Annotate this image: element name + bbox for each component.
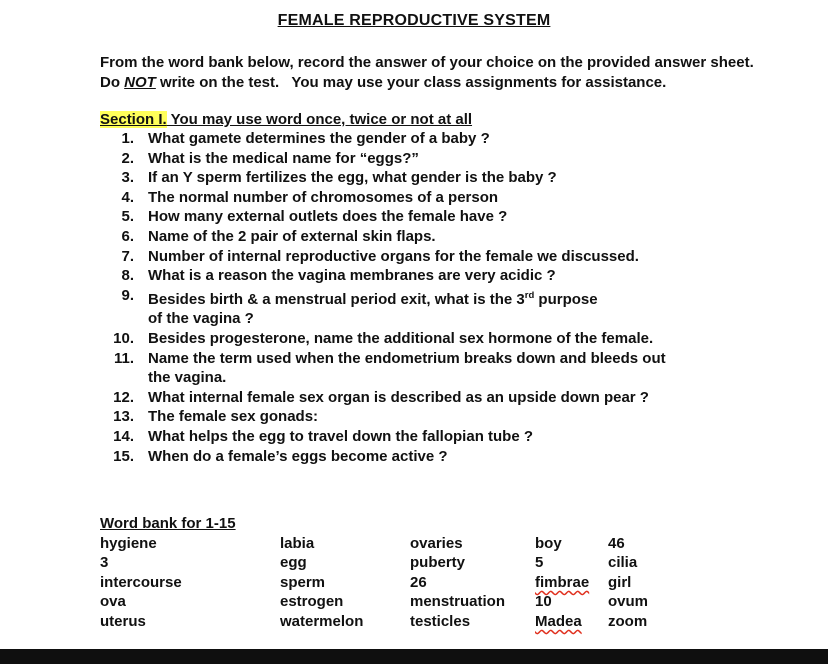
wordbank-cell: hygiene (100, 534, 157, 552)
wordbank-cell: zoom (608, 613, 648, 631)
question-text-line2: of the vagina ? (148, 310, 254, 328)
wordbank-cell: 10 (535, 593, 552, 611)
question-text: Besides progesterone, name the additional sex hormone of the female. (148, 329, 654, 347)
section-label: Section I. (100, 111, 167, 128)
question-number: 4. (121, 188, 134, 206)
question-item (100, 266, 788, 286)
worksheet-content (0, 53, 828, 632)
wordbank-cell: estrogen (280, 593, 344, 611)
question-number: 2. (121, 149, 134, 167)
wordbank-cell: testicles (410, 613, 471, 631)
wordbank-cell: puberty (410, 554, 466, 572)
question-number: 6. (121, 227, 134, 245)
question-text: What is a reason the vagina membranes are very acidic ? (148, 267, 556, 285)
question-text: Besides birth & a menstrual period exit, what is the 3rd purpose of the vagina ? (148, 289, 598, 328)
question-item (100, 407, 788, 427)
question-list (100, 129, 788, 466)
question-item (100, 207, 788, 227)
ordinal-superscript: rd (524, 289, 535, 301)
question-number: 5. (121, 208, 134, 226)
wordbank-cell: 46 (608, 534, 625, 552)
wordbank-cell: labia (280, 534, 315, 552)
bottom-bar (0, 649, 828, 664)
wordbank-cell: ova (100, 593, 126, 611)
question-item (100, 188, 788, 208)
question-text: Name of the 2 pair of external skin flaps. (148, 227, 436, 245)
wordbank-cell: sperm (280, 573, 326, 591)
question-number: 7. (121, 247, 134, 265)
question-item (100, 388, 788, 408)
section-heading (100, 111, 788, 128)
question-item (100, 227, 788, 247)
question-item (100, 168, 788, 188)
question-text: Number of internal reproductive organs for the female we discussed. (148, 247, 639, 265)
question-item (100, 286, 788, 329)
question-text-line2: the vagina. (148, 369, 227, 387)
question-item (100, 427, 788, 447)
wordbank-cell: ovum (608, 593, 649, 611)
wordbank-cell: boy (535, 534, 562, 552)
question-text: When do a female’s eggs become active ? (148, 447, 448, 465)
question-text: What gamete determines the gender of a baby ? (148, 130, 490, 147)
question-text: What internal female sex organ is described as an upside down pear ? (148, 388, 649, 406)
question-number: 11. (113, 349, 134, 367)
wordbank-cell: girl (608, 573, 632, 591)
question-number: 9. (121, 286, 134, 304)
question-text: What is the medical name for “eggs?” (148, 149, 419, 167)
question-text: If an Y sperm fertilizes the egg, what gender is the baby ? (148, 169, 557, 187)
intro-paragraph (100, 53, 788, 92)
wordbank-cell: ovaries (410, 534, 463, 552)
wordbank-cell-misspelled: Madea (535, 613, 582, 631)
question-number: 1. (121, 130, 134, 147)
question-number: 10. (113, 329, 134, 347)
question-number: 15. (113, 447, 134, 465)
wordbank-heading: Word bank for 1-15 (100, 515, 236, 533)
question-item (100, 349, 788, 388)
question-number: 12. (113, 388, 134, 406)
question-text: How many external outlets does the female have ? (148, 208, 508, 226)
question-number: 3. (121, 169, 134, 187)
wordbank-cell: 26 (410, 573, 427, 591)
question-text: The normal number of chromosomes of a person (148, 188, 499, 206)
wordbank-cell: egg (280, 554, 307, 572)
intro-line1: From the word bank below, record the answer of your choice on the provided answer sheet. (100, 54, 754, 71)
question-number: 8. (121, 267, 134, 285)
intro-line2-pre: Do (100, 73, 125, 91)
wordbank-cell: watermelon (280, 613, 364, 631)
wordbank-cell: uterus (100, 613, 146, 631)
wordbank-cell: 5 (535, 554, 544, 572)
question-item (100, 129, 788, 149)
question-number: 13. (113, 408, 134, 426)
intro-line2-post: write on the test. You may use your class assignments for assistance. (155, 73, 667, 91)
question-number: 14. (113, 427, 134, 445)
wordbank-cell: intercourse (100, 573, 182, 591)
question-text: The female sex gonads: (148, 408, 319, 426)
question-item (100, 329, 788, 349)
wordbank-cell: cilia (608, 554, 638, 572)
wordbank-cell: menstruation (410, 593, 506, 611)
question-item (100, 247, 788, 267)
page-title: FEMALE REPRODUCTIVE SYSTEM (277, 12, 551, 29)
question-text: Name the term used when the endometrium breaks down and bleeds out the vagina. (148, 349, 666, 387)
wordbank-cell-misspelled: fimbrae (535, 573, 590, 591)
wordbank-cell: 3 (100, 554, 109, 572)
wordbank-table (100, 534, 788, 632)
question-text: What helps the egg to travel down the fallopian tube ? (148, 427, 534, 445)
question-item (100, 149, 788, 169)
question-item (100, 447, 788, 467)
not-emphasis: NOT (124, 73, 156, 91)
section-instructions: You may use word once, twice or not at all (166, 111, 473, 128)
